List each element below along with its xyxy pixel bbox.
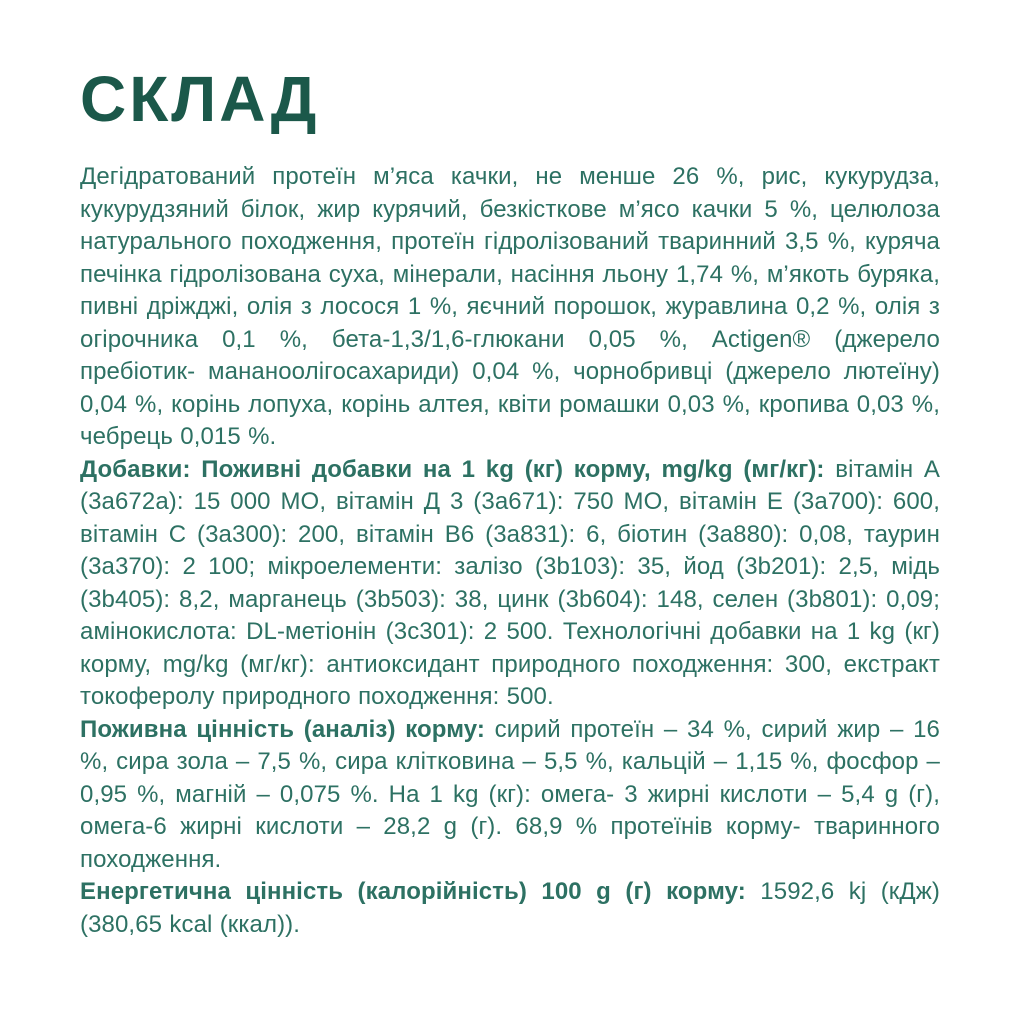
energy-lead: Енергетична цінність (калорійність) 100 g (г) корму: (80, 878, 746, 906)
nutrition-text: сирий протеїн – 34 %, сирий жир – 16 %, сира зола – 7,5 %, сира клітковина – 5,5 %, кальцій – 1,15 %, фосфор – 0,95 %, магній – 0,075 %. На 1 kg (кг): омега- 3 жирні кислоти – 5,4 g (г), омега-6 жирні кислоти – 28,2 g (г). 68,9 % протеїнів корму- тваринного походження. (80, 715, 940, 873)
nutrition-paragraph (80, 714, 940, 877)
additives-text: вітамін А (3а672а): 15 000 МО, вітамін Д 3 (3а671): 750 МО, вітамін Е (3а700): 600, вітамін С (3а300): 200, вітамін В6 (3а831): 6, біотин (3а880): 0,08, таурин (3а370): 2 100; мікроелементи: залізо (3b103): 35, йод (3b201): 2,5, мідь (3b405): 8,2, марганець (3b503): 38, цинк (3b604): 148, селен (3b801): 0,09; амінокислота: DL-метіонін (3c301): 2 500. Технологічні добавки на 1 kg (кг) корму, mg/kg (мг/кг): антиоксидант природного походження: 300, екстракт токоферолу природного походження: 500. (80, 455, 940, 711)
composition-text: Дегідратований протеїн м’яса качки, не менше 26 %, рис, кукурудза, кукурудзяний білок, жир курячий, безкісткове м’ясо качки 5 %, целюлоза натурального походження, протеїн гідролізований тваринний 3,5 %, куряча печінка гідролізована суха, мінерали, насіння льону 1,74 %, м’якоть буряка, пивні дріжджі, олія з лосося 1 %, яєчний порошок, журавлина 0,2 %, олія з огірочника 0,1 %, бета-1,3/1,6-глюкани 0,05 %, Actigen® (джерело пребіотик- мананоолігосахариди) 0,04 %, чорнобривці (джерело лютеїну) 0,04 %, корінь лопуха, корінь алтея, квіти ромашки 0,03 %, кропива 0,03 %, чебрець 0,015 %. (80, 163, 940, 451)
page-title: СКЛАД (80, 63, 320, 135)
composition-paragraph (80, 161, 940, 454)
additives-lead: Добавки: Поживні добавки на 1 kg (кг) корму, mg/kg (мг/кг): (80, 455, 825, 483)
energy-text: 1592,6 kj (кДж) (380,65 kcal (ккал)). (80, 878, 940, 938)
energy-paragraph (80, 876, 940, 941)
additives-paragraph (80, 454, 940, 714)
nutrition-lead: Поживна цінність (аналіз) корму: (80, 715, 485, 743)
